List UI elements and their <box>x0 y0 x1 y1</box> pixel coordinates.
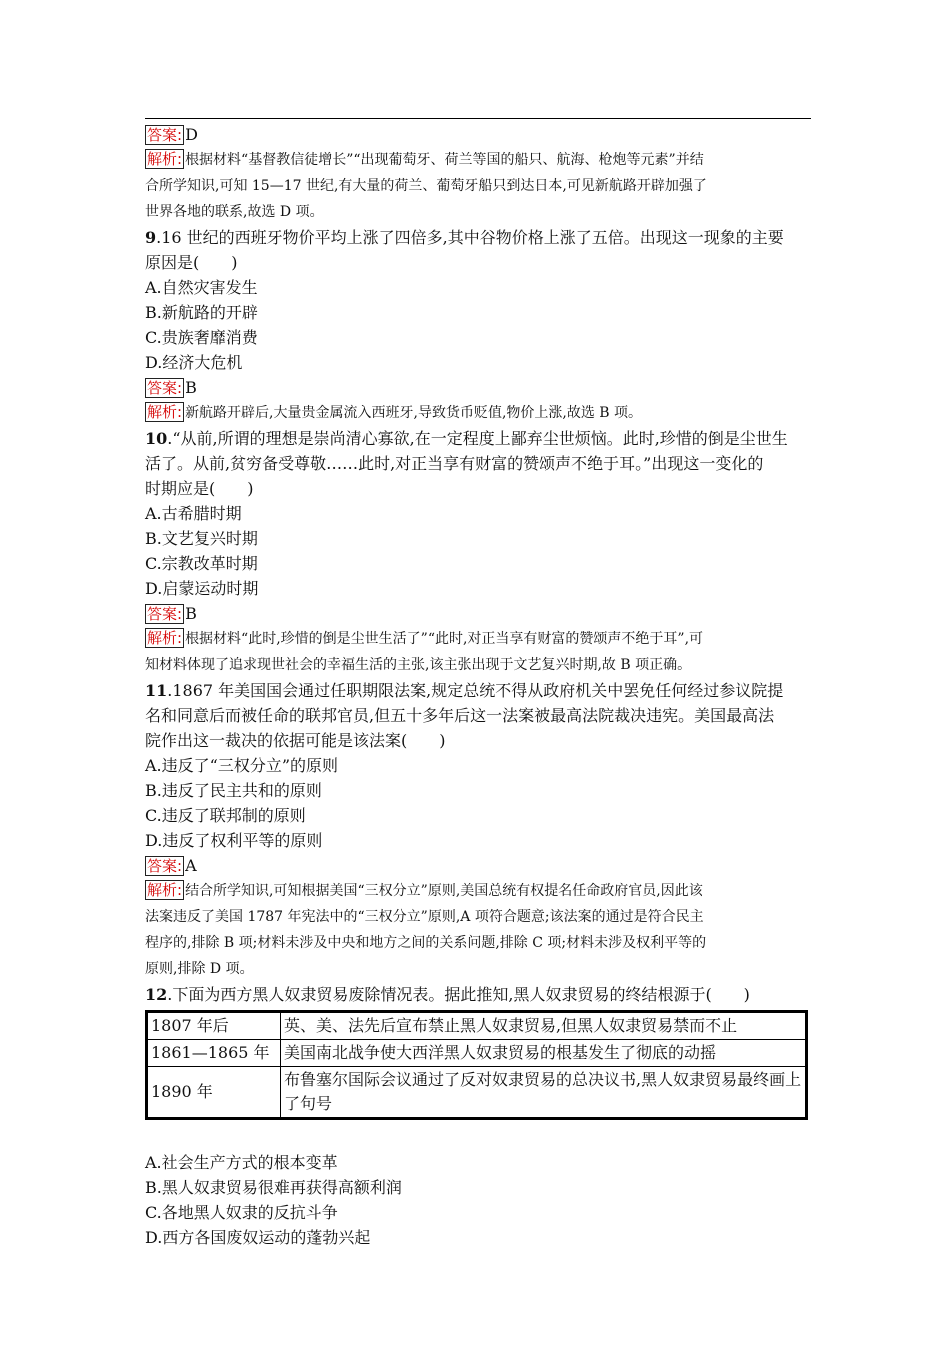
answer-line <box>145 853 811 878</box>
analysis-line: 合所学知识,可知 15—17 世纪,有大量的荷兰、葡萄牙船只到达日本,可见新航路开辟加强了 <box>145 178 707 194</box>
option-d: D.违反了权利平等的原则 <box>145 831 323 850</box>
table-row <box>147 1012 807 1040</box>
question-stem: 12.下面为西方黑人奴隶贸易废除情况表。据此推知,黑人奴隶贸易的终结根源于( ) <box>145 985 750 1004</box>
option-d: D.启蒙运动时期 <box>145 579 259 598</box>
option-c: C.违反了联邦制的原则 <box>145 806 306 825</box>
analysis-line: 解析: 新航路开辟后,大量贵金属流入西班牙,导致货币贬值,物价上涨,故选 B 项。 <box>147 403 643 421</box>
question-stem: 11.1867 年美国国会通过任职期限法案,规定总统不得从政府机关中罢免任何经过参议院提 <box>145 681 784 700</box>
option-a: A.违反了“三权分立”的原则 <box>145 756 339 775</box>
option-d: D.西方各国废奴运动的蓬勃兴起 <box>145 1228 371 1247</box>
option-b: B.新航路的开辟 <box>145 303 258 322</box>
question-stem: 名和同意后而被任命的联邦官员,但五十多年后这一法案被最高法院裁决违宪。美国最高法 <box>145 706 775 725</box>
analysis-tag: 解析: <box>147 629 183 647</box>
option-b: B.黑人奴隶贸易很难再获得高额利润 <box>145 1178 402 1197</box>
option-b: B.违反了民主共和的原则 <box>145 781 322 800</box>
option-d: D.经济大危机 <box>145 353 243 372</box>
analysis-line: 解析: 根据材料“此时,珍惜的倒是尘世生活了”“此时,对正当享有财富的赞颂声不绝于耳”,可 <box>147 629 704 647</box>
option-c: C.各地黑人奴隶的反抗斗争 <box>145 1203 338 1222</box>
answer-value: B <box>185 378 197 397</box>
analysis-line: 世界各地的联系,故选 D 项。 <box>145 204 324 220</box>
answer-tag: 答案: <box>147 379 183 397</box>
top-rule <box>145 118 811 119</box>
table-cell: 英、美、法先后宣布禁止黑人奴隶贸易,但黑人奴隶贸易禁而不止 <box>281 1012 807 1040</box>
question-number: 9 <box>145 228 157 247</box>
analysis-line: 解析: 结合所学知识,可知根据美国“三权分立”原则,美国总统有权提名任命政府官员,因此该 <box>147 881 703 899</box>
question-stem: 10.“从前,所谓的理想是崇尚清心寡欲,在一定程度上鄙弃尘世烦恼。此时,珍惜的倒是尘世生 <box>145 429 788 448</box>
option-a: A.古希腊时期 <box>145 504 242 523</box>
analysis-line: 程序的,排除 B 项;材料未涉及中央和地方之间的关系问题,排除 C 项;材料未涉及权利平等的 <box>145 935 707 951</box>
question-stem: 活了。从前,贫穷备受尊敬……此时,对正当享有财富的赞颂声不绝于耳。”出现这一变化的 <box>145 454 764 473</box>
option-c: C.贵族奢靡消费 <box>145 328 258 347</box>
table-cell: 1861—1865 年 <box>147 1040 281 1067</box>
history-table <box>145 1010 808 1120</box>
question-stem: 院作出这一裁决的依据可能是该法案( ) <box>145 731 446 750</box>
question-number: 10 <box>145 429 168 448</box>
answer-tag: 答案: <box>147 857 183 875</box>
question-number: 12 <box>145 985 168 1004</box>
analysis-line: 知材料体现了追求现世社会的幸福生活的主张,该主张出现于文艺复兴时期,故 B 项正确。 <box>145 657 692 673</box>
option-c: C.宗教改革时期 <box>145 554 258 573</box>
table-cell: 1890 年 <box>147 1067 281 1119</box>
analysis-line: 法案违反了美国 1787 年宪法中的“三权分立”原则,A 项符合题意;该法案的通过是符合民主 <box>145 909 704 925</box>
question-stem: 9.16 世纪的西班牙物价平均上涨了四倍多,其中谷物价格上涨了五倍。出现这一现象的主要 <box>145 228 784 247</box>
analysis-tag: 解析: <box>147 150 183 168</box>
question-stem: 时期应是( ) <box>145 479 254 498</box>
analysis-tag: 解析: <box>147 403 183 421</box>
analysis-tag: 解析: <box>147 881 183 899</box>
table-row <box>147 1040 807 1067</box>
table-cell: 美国南北战争使大西洋黑人奴隶贸易的根基发生了彻底的动摇 <box>281 1040 807 1067</box>
answer-tag: 答案: <box>147 126 183 144</box>
option-b: B.文艺复兴时期 <box>145 529 258 548</box>
answer-line <box>145 122 811 147</box>
question-number: 11 <box>145 681 168 700</box>
document-page <box>145 118 811 1250</box>
option-a: A.社会生产方式的根本变革 <box>145 1153 338 1172</box>
option-a: A.自然灾害发生 <box>145 278 258 297</box>
answer-tag: 答案: <box>147 605 183 623</box>
table-row <box>147 1067 807 1119</box>
spacer <box>145 1126 811 1150</box>
answer-value: D <box>185 125 198 144</box>
answer-line <box>145 375 811 400</box>
answer-line <box>145 601 811 626</box>
question-stem: 原因是( ) <box>145 253 238 272</box>
analysis-line: 解析: 根据材料“基督教信徒增长”“出现葡萄牙、荷兰等国的船只、航海、枪炮等元素”并结 <box>147 150 704 168</box>
answer-value: B <box>185 604 197 623</box>
table-cell: 布鲁塞尔国际会议通过了反对奴隶贸易的总决议书,黑人奴隶贸易最终画上了句号 <box>281 1067 807 1119</box>
table-cell: 1807 年后 <box>147 1012 281 1040</box>
answer-value: A <box>185 856 197 875</box>
analysis-line: 原则,排除 D 项。 <box>145 961 254 977</box>
